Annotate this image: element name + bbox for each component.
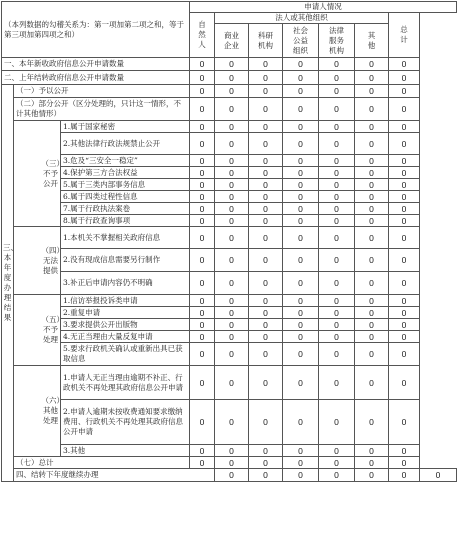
legal-service-header: 法律服务机构 [319, 24, 355, 58]
value-cell: 0 [190, 58, 215, 71]
table-row [2, 167, 457, 179]
table-row [2, 457, 457, 469]
value-cell: 0 [355, 272, 389, 295]
value-cell: 0 [249, 203, 283, 215]
value-cell: 0 [389, 319, 420, 331]
value-cell: 0 [283, 179, 319, 191]
value-cell: 0 [319, 319, 355, 331]
value-cell: 0 [319, 445, 355, 457]
value-cell: 0 [249, 155, 283, 167]
value-cell: 0 [190, 343, 215, 366]
value-cell: 0 [249, 71, 283, 85]
value-cell: 0 [389, 469, 420, 482]
value-cell: 0 [355, 445, 389, 457]
value-cell: 0 [215, 121, 249, 133]
row-label: 2.申请人逾期未按收费通知要求缴纳费用、行政机关不再处理其政府信息公开申请 [61, 400, 190, 445]
row-label: 四、结转下年度继续办理 [14, 469, 215, 482]
value-cell: 0 [319, 215, 355, 227]
value-cell: 0 [355, 295, 389, 307]
value-cell: 0 [283, 85, 319, 98]
value-cell: 0 [389, 366, 420, 400]
value-cell: 0 [215, 167, 249, 179]
value-cell: 0 [319, 307, 355, 319]
row-label: 2.没有现成信息需要另行制作 [61, 249, 190, 272]
row-label: （二）部分公开（区分处理的，只计这一情形，不计其他情形） [14, 98, 190, 121]
value-cell: 0 [249, 366, 283, 400]
value-cell: 0 [355, 191, 389, 203]
table-row [2, 249, 457, 272]
value-cell: 0 [355, 319, 389, 331]
value-cell: 0 [319, 191, 355, 203]
value-cell: 0 [215, 457, 249, 469]
group-label [14, 295, 40, 366]
row-label: 3.其他 [61, 445, 190, 457]
table-row [2, 445, 457, 457]
value-cell: 0 [249, 319, 283, 331]
value-cell: 0 [319, 133, 355, 155]
value-cell: 0 [355, 133, 389, 155]
value-cell: 0 [389, 98, 420, 121]
row-label: 3.补正后申请内容仍不明确 [61, 272, 190, 295]
value-cell: 0 [389, 457, 420, 469]
row-label: 2.其他法律行政法规禁止公开 [61, 133, 190, 155]
value-cell: 0 [389, 155, 420, 167]
table-row [2, 121, 457, 133]
value-cell: 0 [215, 307, 249, 319]
value-cell: 0 [319, 98, 355, 121]
value-cell: 0 [190, 121, 215, 133]
value-cell: 0 [319, 121, 355, 133]
value-cell: 0 [389, 71, 420, 85]
value-cell: 0 [389, 307, 420, 319]
value-cell: 0 [249, 457, 283, 469]
value-cell: 0 [355, 155, 389, 167]
value-cell: 0 [283, 307, 319, 319]
value-cell: 0 [215, 343, 249, 366]
group-5-label: （五）不予处理 [40, 295, 61, 366]
value-cell: 0 [319, 179, 355, 191]
value-cell: 0 [319, 58, 355, 71]
value-cell: 0 [319, 272, 355, 295]
value-cell: 0 [389, 295, 420, 307]
value-cell: 0 [249, 85, 283, 98]
value-cell: 0 [190, 272, 215, 295]
table-row [2, 227, 457, 249]
value-cell: 0 [283, 400, 319, 445]
value-cell: 0 [215, 179, 249, 191]
value-cell: 0 [283, 215, 319, 227]
value-cell: 0 [190, 71, 215, 85]
value-cell: 0 [389, 179, 420, 191]
value-cell: 0 [215, 366, 249, 400]
value-cell: 0 [190, 319, 215, 331]
value-cell: 0 [249, 307, 283, 319]
group-label [14, 121, 40, 227]
value-cell: 0 [190, 295, 215, 307]
value-cell: 0 [389, 133, 420, 155]
value-cell: 0 [319, 343, 355, 366]
value-cell: 0 [389, 215, 420, 227]
value-cell: 0 [283, 343, 319, 366]
row-label: （七）总计 [14, 457, 190, 469]
value-cell: 0 [355, 469, 389, 482]
value-cell: 0 [283, 331, 319, 343]
value-cell: 0 [283, 167, 319, 179]
value-cell: 0 [283, 457, 319, 469]
value-cell: 0 [190, 133, 215, 155]
table-row [2, 133, 457, 155]
research-header: 科研机构 [249, 24, 283, 58]
row-label: 5.要求行政机关确认或重新出具已获取信息 [61, 343, 190, 366]
value-cell: 0 [215, 85, 249, 98]
value-cell: 0 [319, 469, 355, 482]
table-row [2, 295, 457, 307]
value-cell: 0 [283, 203, 319, 215]
value-cell: 0 [319, 155, 355, 167]
value-cell: 0 [319, 331, 355, 343]
social-header: 社会公益组织 [283, 24, 319, 58]
value-cell: 0 [283, 98, 319, 121]
table-row [2, 58, 457, 71]
commercial-header: 商业企业 [215, 24, 249, 58]
value-cell: 0 [190, 331, 215, 343]
value-cell: 0 [190, 227, 215, 249]
value-cell: 0 [215, 133, 249, 155]
row-label: 2.重复申请 [61, 307, 190, 319]
row-label: 1.申请人无正当理由逾期不补正、行政机关不再处理其政府信息公开申请 [61, 366, 190, 400]
info-disclosure-table [1, 1, 457, 482]
row-label: 3.要求提供公开出版物 [61, 319, 190, 331]
row-label: （一）予以公开 [14, 85, 190, 98]
value-cell: 0 [283, 71, 319, 85]
row-label: 8.属于行政查询事项 [61, 215, 190, 227]
value-cell: 0 [190, 249, 215, 272]
value-cell: 0 [249, 400, 283, 445]
value-cell: 0 [355, 215, 389, 227]
table-row [2, 155, 457, 167]
value-cell: 0 [389, 85, 420, 98]
value-cell: 0 [389, 445, 420, 457]
value-cell: 0 [283, 227, 319, 249]
row-label: 二、上年结转政府信息公开申请数量 [2, 71, 190, 85]
row-label: 1.属于国家秘密 [61, 121, 190, 133]
value-cell: 0 [355, 58, 389, 71]
value-cell: 0 [249, 98, 283, 121]
table-row [2, 400, 457, 445]
table-row [2, 71, 457, 85]
table-row [2, 85, 457, 98]
table-row [2, 343, 457, 366]
natural-person-header: 自然人 [190, 13, 215, 58]
section-3-label: 三、本年度办理结果 [2, 85, 14, 482]
table-row [2, 191, 457, 203]
value-cell: 0 [355, 343, 389, 366]
value-cell: 0 [215, 319, 249, 331]
value-cell: 0 [249, 227, 283, 249]
value-cell: 0 [355, 179, 389, 191]
value-cell: 0 [249, 191, 283, 203]
value-cell: 0 [355, 307, 389, 319]
value-cell: 0 [249, 272, 283, 295]
row-label: 1.本机关不掌握相关政府信息 [61, 227, 190, 249]
table-row [2, 179, 457, 191]
value-cell: 0 [355, 400, 389, 445]
group-4-label: （四）无法提供 [40, 227, 61, 295]
value-cell: 0 [249, 295, 283, 307]
value-cell: 0 [283, 366, 319, 400]
value-cell: 0 [215, 215, 249, 227]
table-row [2, 319, 457, 331]
legal-group-header: 法人或其他组织 [215, 13, 389, 24]
value-cell: 0 [283, 469, 319, 482]
value-cell: 0 [389, 58, 420, 71]
value-cell: 0 [249, 179, 283, 191]
value-cell: 0 [190, 445, 215, 457]
value-cell: 0 [389, 400, 420, 445]
value-cell: 0 [389, 343, 420, 366]
value-cell: 0 [389, 249, 420, 272]
value-cell: 0 [215, 227, 249, 249]
table-row [2, 203, 457, 215]
value-cell: 0 [190, 85, 215, 98]
value-cell: 0 [283, 58, 319, 71]
value-cell: 0 [355, 203, 389, 215]
row-label: 3.危及“三安全一稳定” [61, 155, 190, 167]
table-row [2, 366, 457, 400]
group-3-label: （三）不予公开 [40, 121, 61, 227]
value-cell: 0 [355, 366, 389, 400]
value-cell: 0 [249, 121, 283, 133]
value-cell: 0 [319, 227, 355, 249]
value-cell: 0 [190, 191, 215, 203]
value-cell: 0 [215, 400, 249, 445]
value-cell: 0 [215, 272, 249, 295]
value-cell: 0 [283, 191, 319, 203]
value-cell: 0 [190, 203, 215, 215]
value-cell: 0 [319, 295, 355, 307]
value-cell: 0 [215, 295, 249, 307]
value-cell: 0 [389, 203, 420, 215]
value-cell: 0 [215, 191, 249, 203]
table-row [2, 331, 457, 343]
value-cell: 0 [249, 469, 283, 482]
applicant-situation-header: 申请人情况 [190, 2, 457, 13]
value-cell: 0 [215, 98, 249, 121]
row-label: 5.属于三类内部事务信息 [61, 179, 190, 191]
value-cell: 0 [190, 179, 215, 191]
value-cell: 0 [283, 121, 319, 133]
table-row [2, 469, 457, 482]
value-cell: 0 [215, 58, 249, 71]
value-cell: 0 [319, 85, 355, 98]
value-cell: 0 [283, 445, 319, 457]
value-cell: 0 [190, 400, 215, 445]
value-cell: 0 [249, 133, 283, 155]
value-cell: 0 [249, 249, 283, 272]
row-label: 1.信访举报投诉类申请 [61, 295, 190, 307]
value-cell: 0 [190, 366, 215, 400]
value-cell: 0 [215, 71, 249, 85]
value-cell: 0 [190, 167, 215, 179]
group-label [14, 227, 40, 295]
table-row [2, 215, 457, 227]
value-cell: 0 [355, 71, 389, 85]
value-cell: 0 [355, 85, 389, 98]
table-row [2, 307, 457, 319]
value-cell: 0 [190, 215, 215, 227]
value-cell: 0 [319, 203, 355, 215]
value-cell: 0 [190, 307, 215, 319]
value-cell: 0 [420, 469, 457, 482]
value-cell: 0 [215, 249, 249, 272]
value-cell: 0 [319, 249, 355, 272]
value-cell: 0 [355, 331, 389, 343]
value-cell: 0 [215, 469, 249, 482]
group-6-label: （六）其他处理 [40, 366, 61, 457]
value-cell: 0 [283, 249, 319, 272]
value-cell: 0 [389, 227, 420, 249]
row-label: 6.属于四类过程性信息 [61, 191, 190, 203]
row-label: 4.保护第三方合法权益 [61, 167, 190, 179]
header-note: （本列数据的勾稽关系为：第一项加第二项之和，等于第三项加第四项之和） [2, 2, 190, 58]
value-cell: 0 [283, 155, 319, 167]
row-label: 7.属于行政执法案卷 [61, 203, 190, 215]
total-header: 总计 [389, 13, 420, 58]
value-cell: 0 [283, 295, 319, 307]
value-cell: 0 [249, 58, 283, 71]
value-cell: 0 [389, 167, 420, 179]
value-cell: 0 [215, 445, 249, 457]
value-cell: 0 [283, 133, 319, 155]
value-cell: 0 [190, 457, 215, 469]
value-cell: 0 [319, 457, 355, 469]
value-cell: 0 [389, 121, 420, 133]
value-cell: 0 [249, 445, 283, 457]
value-cell: 0 [215, 203, 249, 215]
value-cell: 0 [389, 331, 420, 343]
other-header: 其他 [355, 24, 389, 58]
value-cell: 0 [283, 272, 319, 295]
value-cell: 0 [190, 155, 215, 167]
value-cell: 0 [319, 400, 355, 445]
table-row [2, 272, 457, 295]
value-cell: 0 [319, 71, 355, 85]
value-cell: 0 [355, 457, 389, 469]
value-cell: 0 [249, 331, 283, 343]
value-cell: 0 [249, 215, 283, 227]
value-cell: 0 [319, 366, 355, 400]
value-cell: 0 [389, 272, 420, 295]
value-cell: 0 [249, 167, 283, 179]
value-cell: 0 [319, 167, 355, 179]
value-cell: 0 [215, 155, 249, 167]
group-label [14, 366, 40, 457]
row-label: 一、本年新收政府信息公开申请数量 [2, 58, 190, 71]
value-cell: 0 [355, 227, 389, 249]
value-cell: 0 [249, 343, 283, 366]
value-cell: 0 [190, 98, 215, 121]
row-label: 4.无正当理由大量反复申请 [61, 331, 190, 343]
value-cell: 0 [355, 121, 389, 133]
value-cell: 0 [215, 331, 249, 343]
value-cell: 0 [283, 319, 319, 331]
value-cell: 0 [355, 167, 389, 179]
value-cell: 0 [389, 191, 420, 203]
value-cell: 0 [355, 249, 389, 272]
table-row [2, 98, 457, 121]
value-cell: 0 [355, 98, 389, 121]
